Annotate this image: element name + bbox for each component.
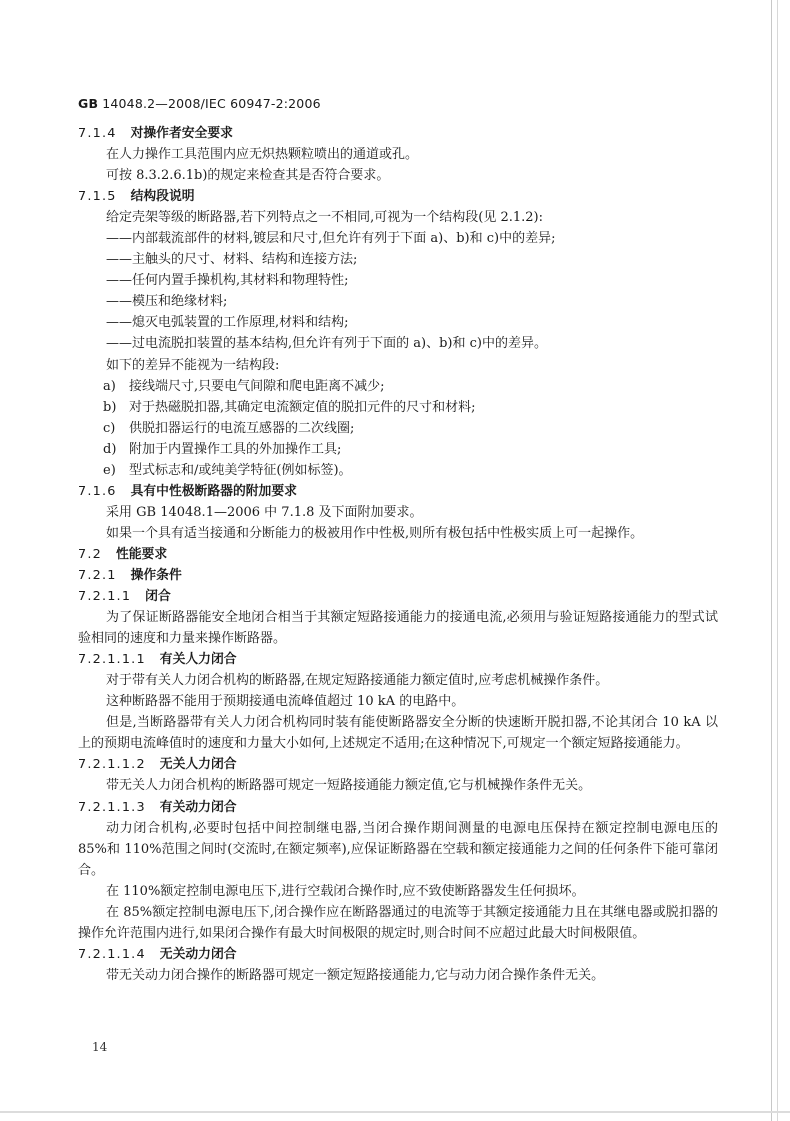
- paragraph: 为了保证断路器能安全地闭合相当于其额定短路接通能力的接通电流,必须用与验证短路接通能力的型式试验相同的速度和力量来操作断路器。: [78, 610, 718, 647]
- section-heading: [78, 544, 718, 565]
- list-item: [78, 460, 718, 481]
- list-item: [78, 376, 718, 397]
- section-title: 无关人力闭合: [159, 757, 237, 773]
- section-title: 性能要求: [115, 546, 168, 562]
- list-item-text: 接线端尺寸,只要电气间隙和爬电距离不减少;: [129, 378, 385, 394]
- scan-edge-line: [771, 0, 772, 1121]
- list-item: [78, 418, 718, 439]
- section-title: 操作条件: [130, 567, 182, 583]
- dash-list-item: ——熄灭电弧装置的工作原理,材料和结构;: [106, 315, 349, 331]
- section-number: 7.2: [78, 546, 102, 562]
- paragraph: 这种断路器不能用于预期接通电流峰值超过 10 kA 的电路中。: [106, 694, 465, 710]
- paragraph: 给定壳架等级的断路器,若下列特点之一不相同,可视为一个结构段(见 2.1.2):: [106, 210, 543, 226]
- standard-code: GB: [78, 96, 99, 111]
- list-item-text: 对于热磁脱扣器,其确定电流额定值的脱扣元件的尺寸和材料;: [129, 399, 476, 415]
- paragraph: 如果一个具有适当接通和分断能力的极被用作中性极,则所有极包括中性极实质上可一起操作。: [106, 525, 644, 541]
- section-number: 7.2.1.1.1: [78, 652, 146, 668]
- dash-list-item: ——模压和绝缘材料;: [106, 294, 228, 310]
- dash-list-item: ——内部载流部件的材料,镀层和尺寸,但允许有列于下面 a)、b)和 c)中的差异;: [106, 231, 556, 247]
- standard-number: 14048.2—2008/IEC 60947-2:2006: [102, 96, 321, 111]
- list-item-marker: d): [103, 441, 117, 457]
- section-number: 7.1.5: [78, 189, 117, 205]
- paragraph: 但是,当断路器带有关人力闭合机构同时装有能使断路器安全分断的快速断开脱扣器,不论其闭合 10 kA 以上的预期电流峰值时的速度和力量大小如何,上述规定不适用;在这种情况下,可规定一个额定短路接通能力。: [78, 715, 718, 752]
- section-title: 具有中性极断路器的附加要求: [130, 483, 297, 499]
- list-item: [78, 397, 718, 418]
- section-number: 7.1.6: [78, 483, 117, 499]
- list-item-marker: e): [103, 462, 116, 478]
- paragraph: 带无关人力闭合机构的断路器可规定一短路接通能力额定值,它与机械操作条件无关。: [106, 778, 592, 794]
- list-item-text: 供脱扣器运行的电流互感器的二次线圈;: [129, 420, 355, 436]
- list-item-text: 附加于内置操作工具的外加操作工具;: [129, 441, 342, 457]
- section-heading: [78, 649, 718, 670]
- paragraph: 如下的差异不能视为一结构段:: [106, 357, 280, 373]
- list-item: [78, 439, 718, 460]
- dash-list-item: ——过电流脱扣装置的基本结构,但允许有列于下面的 a)、b)和 c)中的差异。: [106, 336, 547, 352]
- section-heading: [78, 586, 718, 607]
- section-number: 7.2.1.1.4: [78, 946, 146, 962]
- section-heading: [78, 123, 718, 144]
- document-header: [78, 96, 321, 111]
- section-title: 有关动力闭合: [159, 799, 237, 815]
- dash-list-item: ——主触头的尺寸、材料、结构和连接方法;: [106, 252, 358, 268]
- list-item-marker: b): [103, 399, 117, 415]
- section-title: 有关人力闭合: [159, 652, 237, 668]
- section-heading: [78, 797, 718, 818]
- section-heading: [78, 565, 718, 586]
- section-heading: [78, 186, 718, 207]
- section-title: 闭合: [145, 589, 171, 605]
- scan-bottom-edge: [0, 1111, 790, 1113]
- list-item-text: 型式标志和/或纯美学特征(例如标签)。: [129, 462, 352, 478]
- paragraph: 动力闭合机构,必要时包括中间控制继电器,当闭合操作期间测量的电源电压保持在额定控制电源电压的 85%和 110%范围之间时(交流时,在额定频率),应保证断路器在空载和额定接通能力之间的任何条件下能可靠闭合。: [78, 820, 718, 878]
- dash-list-item: ——任何内置手操机构,其材料和物理特性;: [106, 273, 349, 289]
- paragraph: 在 85%额定控制电源电压下,闭合操作应在断路器通过的电流等于其额定接通能力且在其继电器或脱扣器的操作允许范围内进行,如果闭合操作有最大时间极限的规定时,则合时间不应超过此最大时间极限值。: [78, 904, 718, 941]
- section-number: 7.2.1.1: [78, 589, 132, 605]
- paragraph: 对于带有关人力闭合机构的断路器,在规定短路接通能力额定值时,应考虑机械操作条件。: [106, 673, 609, 689]
- section-heading: [78, 754, 718, 775]
- section-number: 7.2.1.1.3: [78, 799, 146, 815]
- paragraph: 在 110%额定控制电源电压下,进行空载闭合操作时,应不致使断路器发生任何损坏。: [106, 883, 585, 899]
- list-item-marker: c): [103, 420, 116, 436]
- section-number: 7.2.1.1.2: [78, 757, 146, 773]
- paragraph: 在人力操作工具范围内应无炽热颗粒喷出的通道或孔。: [106, 147, 419, 163]
- paragraph: 可按 8.3.2.6.1b)的规定来检查其是否符合要求。: [106, 168, 390, 184]
- section-number: 7.1.4: [78, 126, 117, 141]
- list-item-marker: a): [103, 378, 116, 394]
- paragraph: 采用 GB 14048.1—2006 中 7.1.8 及下面附加要求。: [106, 504, 423, 520]
- section-heading: [78, 944, 718, 965]
- section-heading: [78, 481, 718, 502]
- section-title: 对操作者安全要求: [130, 126, 233, 141]
- section-number: 7.2.1: [78, 567, 117, 583]
- section-title: 无关动力闭合: [159, 946, 237, 962]
- scan-edge-line: [777, 0, 778, 1121]
- document-body: [78, 123, 718, 986]
- page-number: 14: [92, 1040, 108, 1054]
- section-title: 结构段说明: [130, 189, 195, 205]
- paragraph: 带无关动力闭合操作的断路器可规定一额定短路接通能力,它与动力闭合操作条件无关。: [106, 967, 605, 983]
